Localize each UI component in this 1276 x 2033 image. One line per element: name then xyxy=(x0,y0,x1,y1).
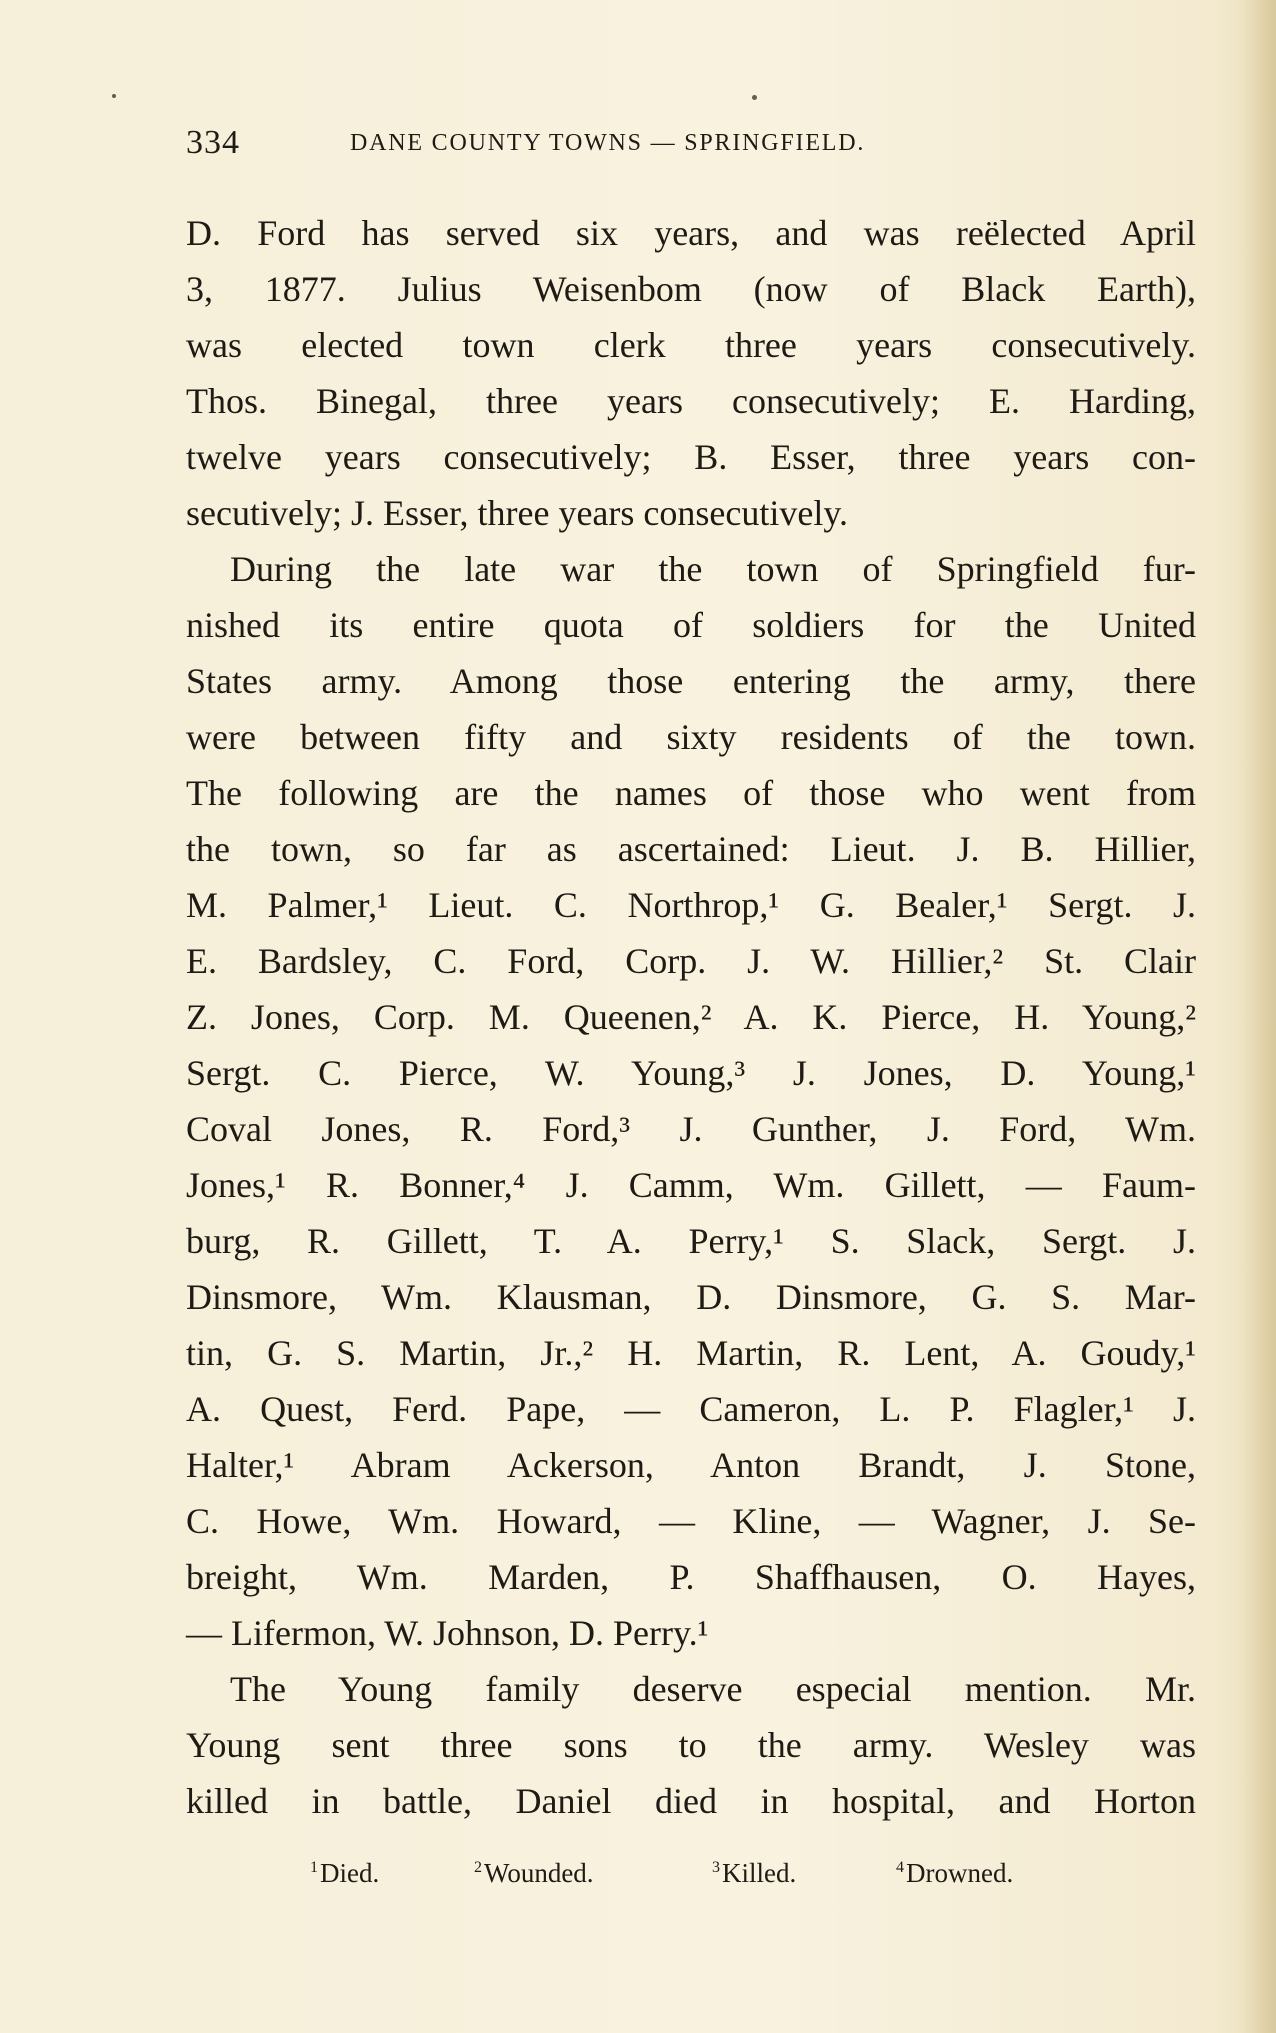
text-line: killed in battle, Daniel died in hospital, and Horton xyxy=(186,1781,1196,1821)
text-line: — Lifermon, W. Johnson, D. Perry.¹ xyxy=(186,1613,709,1653)
footnote-wounded xyxy=(474,1848,594,1893)
text-line: Coval Jones, R. Ford,³ J. Gunther, J. Ford, Wm. xyxy=(186,1109,1196,1149)
text-line: C. Howe, Wm. Howard, — Kline, — Wagner, J. Se- xyxy=(186,1501,1196,1541)
text-line: twelve years consecutively; B. Esser, three years con- xyxy=(186,437,1196,477)
footnote-label: Died. xyxy=(320,1858,380,1888)
page-edge-shadow xyxy=(1242,0,1276,2033)
text-line: Jones,¹ R. Bonner,⁴ J. Camm, Wm. Gillett, — Faum- xyxy=(186,1165,1196,1205)
text-line: The following are the names of those who went from xyxy=(186,773,1196,813)
text-line: 3, 1877. Julius Weisenbom (now of Black Earth), xyxy=(186,269,1196,309)
footnotes xyxy=(310,1848,1070,1888)
text-line: was elected town clerk three years consecutively. xyxy=(186,325,1196,365)
text-line: A. Quest, Ferd. Pape, — Cameron, L. P. Flagler,¹ J. xyxy=(186,1389,1196,1429)
footnote-mark: 2 xyxy=(474,1859,482,1876)
footnote-mark: 3 xyxy=(712,1859,720,1876)
text-line: During the late war the town of Springfield fur- xyxy=(230,549,1196,589)
text-line: burg, R. Gillett, T. A. Perry,¹ S. Slack, Sergt. J. xyxy=(186,1221,1196,1261)
text-line: The Young family deserve especial mention. Mr. xyxy=(230,1669,1196,1709)
footnote-mark: 4 xyxy=(896,1859,904,1876)
body-text xyxy=(186,205,1196,1829)
ink-speck xyxy=(752,95,757,100)
text-line: Young sent three sons to the army. Wesley was xyxy=(186,1725,1196,1765)
text-line: nished its entire quota of soldiers for the United xyxy=(186,605,1196,645)
footnote-label: Wounded. xyxy=(484,1858,594,1888)
text-line: Sergt. C. Pierce, W. Young,³ J. Jones, D. Young,¹ xyxy=(186,1053,1196,1093)
text-line: M. Palmer,¹ Lieut. C. Northrop,¹ G. Bealer,¹ Sergt. J. xyxy=(186,885,1196,925)
text-line: D. Ford has served six years, and was reëlected April xyxy=(186,213,1196,253)
page-header xyxy=(186,124,1036,174)
text-line: Z. Jones, Corp. M. Queenen,² A. K. Pierce, H. Young,² xyxy=(186,997,1196,1037)
footnote-label: Killed. xyxy=(722,1858,797,1888)
text-line: secutively; J. Esser, three years consecutively. xyxy=(186,493,848,533)
text-line: States army. Among those entering the army, there xyxy=(186,661,1196,701)
footnote-drowned xyxy=(896,1848,1013,1893)
text-line: tin, G. S. Martin, Jr.,² H. Martin, R. Lent, A. Goudy,¹ xyxy=(186,1333,1196,1373)
text-line: Dinsmore, Wm. Klausman, D. Dinsmore, G. S. Mar- xyxy=(186,1277,1196,1317)
footnote-killed xyxy=(712,1848,796,1893)
page-number: 334 xyxy=(186,124,240,161)
ink-speck xyxy=(112,94,116,98)
footnote-mark: 1 xyxy=(310,1859,318,1876)
text-line: Thos. Binegal, three years consecutively; E. Harding, xyxy=(186,381,1196,421)
text-line: were between fifty and sixty residents of the town. xyxy=(186,717,1196,757)
text-line: E. Bardsley, C. Ford, Corp. J. W. Hillier,² St. Clair xyxy=(186,941,1196,981)
text-line: Halter,¹ Abram Ackerson, Anton Brandt, J. Stone, xyxy=(186,1445,1196,1485)
text-line: breight, Wm. Marden, P. Shaffhausen, O. Hayes, xyxy=(186,1557,1196,1597)
running-head: DANE COUNTY TOWNS — SPRINGFIELD. xyxy=(350,130,866,156)
footnote-died xyxy=(310,1848,379,1893)
text-line: the town, so far as ascertained: Lieut. J. B. Hillier, xyxy=(186,829,1196,869)
footnote-label: Drowned. xyxy=(906,1858,1014,1888)
